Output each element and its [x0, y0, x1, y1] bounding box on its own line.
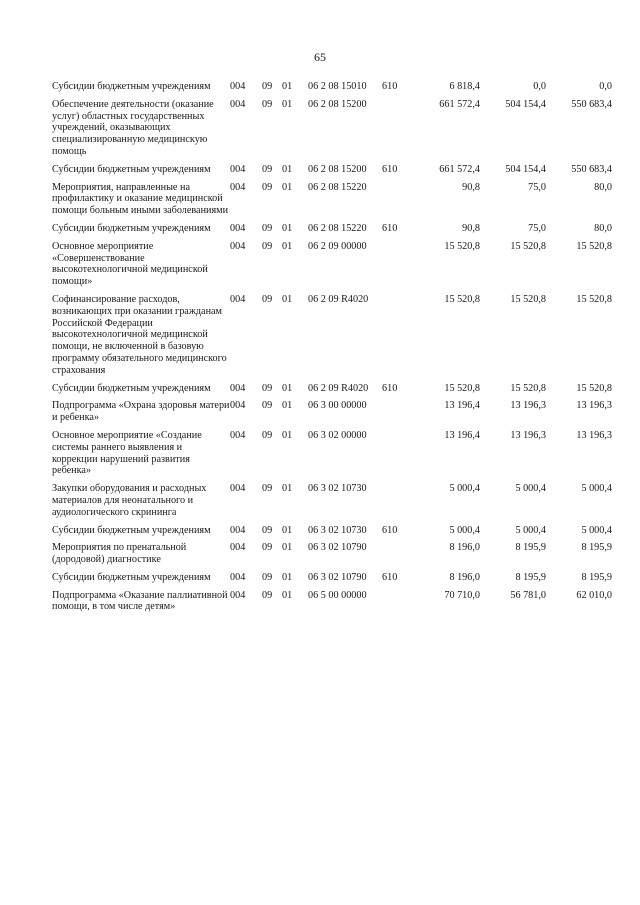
table-row: [52, 429, 612, 482]
target-article-code: 06 2 08 15220: [308, 181, 367, 193]
ministry-code: 004: [230, 400, 246, 412]
expense-type-code: [382, 482, 414, 523]
row-name: Мероприятия, направленные на профилактику и оказание медицинской помощи больным иными заболеваниями: [52, 181, 229, 217]
table-row: [52, 482, 612, 523]
target-article-code: 06 2 08 15010: [308, 81, 367, 92]
amount-year-1: 70 710,0: [444, 589, 480, 601]
expense-type-code: 610: [382, 163, 398, 175]
table-row: [52, 98, 612, 163]
expense-type-code: [382, 589, 414, 619]
amount-year-2: 8 195,9: [515, 542, 546, 554]
section-code: 09: [262, 81, 273, 92]
amount-year-3: 550 683,4: [571, 98, 612, 110]
amount-year-2: 15 520,8: [510, 293, 546, 305]
section-code: 09: [262, 293, 273, 305]
row-name: Основное мероприятие «Создание системы раннего выявления и коррекции нарушений развития ребенка»: [52, 429, 202, 477]
amount-year-1: 90,8: [462, 181, 480, 193]
section-code: 09: [262, 98, 273, 110]
expense-type-code: 610: [382, 524, 398, 536]
expense-type-code: 610: [382, 571, 398, 583]
row-name: Субсидии бюджетным учреждениям: [52, 163, 211, 175]
target-article-code: 06 3 02 10790: [308, 571, 367, 583]
amount-year-2: 504 154,4: [505, 98, 546, 110]
ministry-code: 004: [230, 483, 246, 495]
table-row: [52, 293, 612, 382]
expense-type-code: [382, 181, 414, 222]
row-name: Субсидии бюджетным учреждениям: [52, 524, 211, 536]
section-code: 09: [262, 571, 273, 583]
expense-type-code: [382, 429, 414, 482]
row-name: Обеспечение деятельности (оказание услуг) областных государственных учреждений, оказывающих специализированную медицинскую помощь: [52, 98, 214, 157]
ministry-code: 004: [230, 542, 246, 554]
subsection-code: 01: [282, 542, 293, 554]
row-name: Субсидии бюджетным учреждениям: [52, 382, 211, 394]
section-code: 09: [262, 483, 273, 495]
subsection-code: 01: [282, 240, 293, 252]
section-code: 09: [262, 163, 273, 175]
amount-year-3: 5 000,4: [581, 524, 612, 536]
ministry-code: 004: [230, 571, 246, 583]
table-row: [52, 222, 612, 240]
table-row: [52, 163, 612, 181]
ministry-code: 004: [230, 293, 246, 305]
amount-year-3: 62 010,0: [576, 589, 612, 601]
table-body: [52, 80, 612, 618]
amount-year-3: 0,0: [599, 81, 612, 92]
row-name: Субсидии бюджетным учреждениям: [52, 571, 211, 583]
amount-year-3: 15 520,8: [576, 382, 612, 394]
subsection-code: 01: [282, 81, 293, 92]
row-name: Подпрограмма «Охрана здоровья матери и ребенка»: [52, 400, 230, 424]
section-code: 09: [262, 222, 273, 234]
target-article-code: 06 2 09 R4020: [308, 382, 369, 394]
table-row: [52, 589, 612, 619]
page-number: 65: [314, 50, 326, 64]
row-name: Субсидии бюджетным учреждениям: [52, 222, 211, 234]
expense-type-code: [382, 240, 414, 293]
ministry-code: 004: [230, 524, 246, 536]
subsection-code: 01: [282, 293, 293, 305]
target-article-code: 06 2 09 00000: [308, 240, 367, 252]
target-article-code: 06 2 08 15220: [308, 222, 367, 234]
table-row: [52, 524, 612, 542]
amount-year-3: 8 195,9: [581, 542, 612, 554]
ministry-code: 004: [230, 589, 246, 601]
amount-year-2: 8 195,9: [515, 571, 546, 583]
target-article-code: 06 5 00 00000: [308, 589, 367, 601]
expense-type-code: 610: [382, 382, 398, 394]
amount-year-3: 80,0: [594, 181, 612, 193]
amount-year-1: 90,8: [462, 222, 480, 234]
amount-year-2: 504 154,4: [505, 163, 546, 175]
table-row: [52, 399, 612, 429]
table-row: [52, 541, 612, 571]
subsection-code: 01: [282, 483, 293, 495]
section-code: 09: [262, 400, 273, 412]
ministry-code: 004: [230, 222, 246, 234]
amount-year-3: 15 520,8: [576, 240, 612, 252]
subsection-code: 01: [282, 181, 293, 193]
ministry-code: 004: [230, 429, 246, 441]
amount-year-1: 5 000,4: [449, 524, 480, 536]
amount-year-2: 75,0: [528, 222, 546, 234]
ministry-code: 004: [230, 163, 246, 175]
row-name: Основное мероприятие «Совершенствование высокотехнологичной медицинской помощи»: [52, 240, 208, 288]
amount-year-2: 0,0: [533, 81, 546, 92]
ministry-code: 004: [230, 98, 246, 110]
ministry-code: 004: [230, 181, 246, 193]
row-name: Софинансирование расходов, возникающих при оказании гражданам Российской Федерации высокотехнологичной медицинской помощи, не включенной в базовую программу обязательного медицинского страхования: [52, 293, 227, 376]
table-row: [52, 80, 612, 98]
amount-year-1: 6 818,4: [449, 81, 480, 92]
amount-year-2: 13 196,3: [510, 400, 546, 412]
table-row: [52, 571, 612, 589]
amount-year-1: 661 572,4: [439, 163, 480, 175]
expense-type-code: [382, 293, 414, 382]
amount-year-2: 5 000,4: [515, 524, 546, 536]
subsection-code: 01: [282, 429, 293, 441]
row-name: Закупки оборудования и расходных материалов для неонатального и аудиологического скрининга: [52, 483, 207, 518]
budget-table: [52, 80, 612, 618]
amount-year-1: 8 196,0: [449, 542, 480, 554]
target-article-code: 06 3 02 10730: [308, 483, 367, 495]
section-code: 09: [262, 429, 273, 441]
row-name: Подпрограмма «Оказание паллиативной помощи, в том числе детям»: [52, 589, 228, 613]
amount-year-1: 13 196,4: [444, 429, 480, 441]
amount-year-2: 13 196,3: [510, 429, 546, 441]
expense-type-code: 610: [382, 81, 398, 92]
amount-year-3: 13 196,3: [576, 429, 612, 441]
subsection-code: 01: [282, 98, 293, 110]
amount-year-2: 75,0: [528, 181, 546, 193]
subsection-code: 01: [282, 382, 293, 394]
amount-year-1: 15 520,8: [444, 240, 480, 252]
amount-year-1: 8 196,0: [449, 571, 480, 583]
subsection-code: 01: [282, 222, 293, 234]
target-article-code: 06 3 02 10790: [308, 542, 367, 554]
amount-year-1: 5 000,4: [449, 483, 480, 495]
table-row: [52, 240, 612, 293]
subsection-code: 01: [282, 571, 293, 583]
section-code: 09: [262, 589, 273, 601]
amount-year-1: 661 572,4: [439, 98, 480, 110]
section-code: 09: [262, 542, 273, 554]
ministry-code: 004: [230, 240, 246, 252]
expense-type-code: [382, 399, 414, 429]
target-article-code: 06 3 02 10730: [308, 524, 367, 536]
table-row: [52, 181, 612, 222]
section-code: 09: [262, 181, 273, 193]
amount-year-3: 550 683,4: [571, 163, 612, 175]
amount-year-3: 15 520,8: [576, 293, 612, 305]
table-row: [52, 382, 612, 400]
amount-year-3: 80,0: [594, 222, 612, 234]
subsection-code: 01: [282, 589, 293, 601]
amount-year-1: 15 520,8: [444, 382, 480, 394]
amount-year-2: 15 520,8: [510, 382, 546, 394]
amount-year-2: 56 781,0: [510, 589, 546, 601]
ministry-code: 004: [230, 382, 246, 394]
amount-year-2: 5 000,4: [515, 483, 546, 495]
row-name: Субсидии бюджетным учреждениям: [52, 81, 211, 92]
target-article-code: 06 3 00 00000: [308, 400, 367, 412]
amount-year-3: 13 196,3: [576, 400, 612, 412]
target-article-code: 06 2 08 15200: [308, 163, 367, 175]
row-name: Мероприятия по пренатальной (дородовой) диагностике: [52, 542, 187, 566]
target-article-code: 06 2 09 R4020: [308, 293, 369, 305]
expense-type-code: [382, 98, 414, 163]
amount-year-3: 5 000,4: [581, 483, 612, 495]
expense-type-code: [382, 541, 414, 571]
section-code: 09: [262, 240, 273, 252]
subsection-code: 01: [282, 163, 293, 175]
subsection-code: 01: [282, 524, 293, 536]
subsection-code: 01: [282, 400, 293, 412]
amount-year-1: 13 196,4: [444, 400, 480, 412]
section-code: 09: [262, 524, 273, 536]
expense-type-code: 610: [382, 222, 398, 234]
target-article-code: 06 3 02 00000: [308, 429, 367, 441]
amount-year-1: 15 520,8: [444, 293, 480, 305]
amount-year-2: 15 520,8: [510, 240, 546, 252]
ministry-code: 004: [230, 81, 246, 92]
amount-year-3: 8 195,9: [581, 571, 612, 583]
target-article-code: 06 2 08 15200: [308, 98, 367, 110]
section-code: 09: [262, 382, 273, 394]
